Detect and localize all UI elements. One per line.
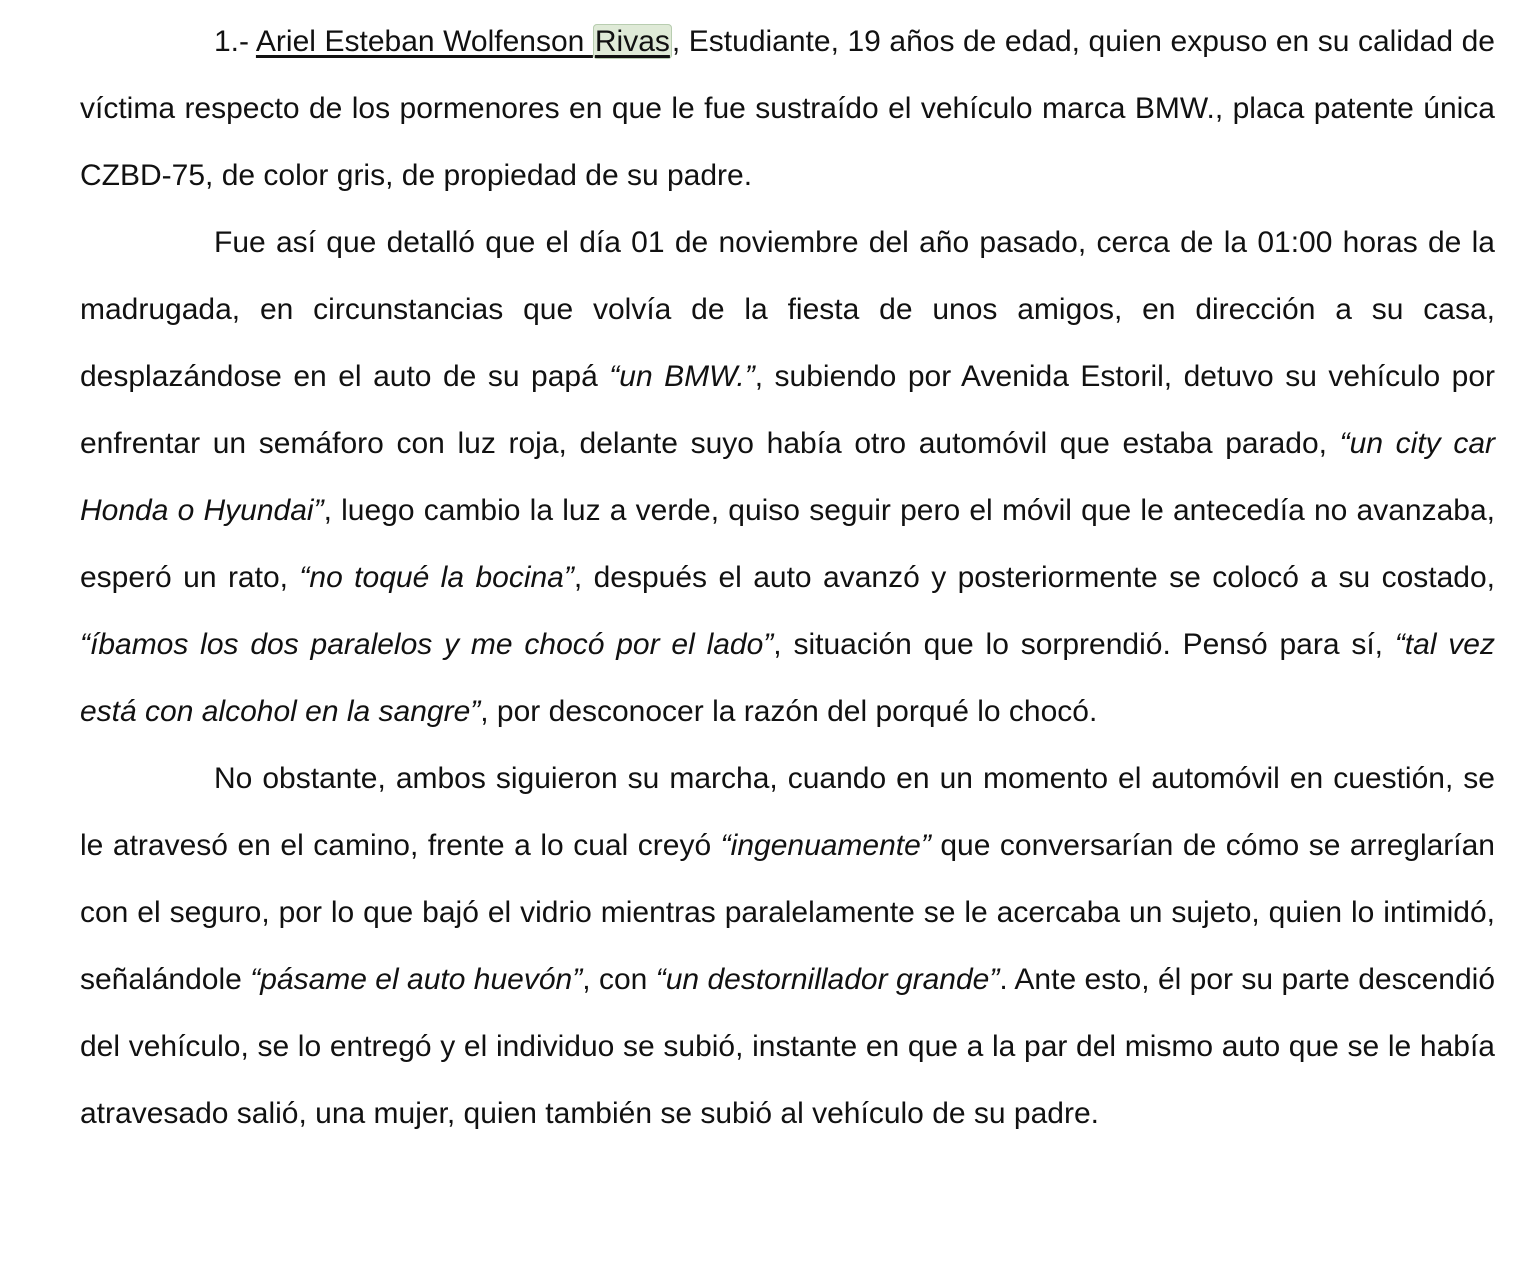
paragraph-3-text-2: que conversarían de cómo se arreglarían con el seguro, por lo que bajó el vidrio mientras paralelamente se le acercaba un sujeto, quien lo intimidó, señalándole: [80, 829, 1495, 996]
paragraph-2: [80, 209, 1495, 745]
quote-pasame-el-auto: “pásame el auto huevón”: [250, 963, 583, 996]
quote-bocina: “no toqué la bocina”: [299, 561, 574, 594]
paragraph-3-text-4: . Ante esto, él por su parte descendió del vehículo, se lo entregó y el individuo se subió, instante en que a la par del mismo auto que se le había atravesado salió, una mujer, quien también se subió al vehículo de su padre.: [80, 963, 1496, 1130]
paragraph-2-text-4: , después el auto avanzó y posteriormente se colocó a su costado,: [573, 561, 1496, 594]
paragraph-2-text-2: , subiendo por Avenida Estoril, detuvo su vehículo por enfrentar un semáforo con luz roja, delante suyo había otro automóvil que estaba parado,: [80, 360, 1495, 460]
witness-name-first: Ariel Esteban Wolfenson: [255, 25, 593, 58]
item-number: 1.-: [214, 25, 256, 58]
paragraph-1-text: , Estudiante, 19 años de edad, quien expuso en su calidad de víctima respecto de los pormenores en que le fue sustraído el vehículo marca BMW., placa patente única CZBD-75, de color gris, de propiedad de su padre.: [80, 25, 1495, 192]
paragraph-2-text-3: , luego cambio la luz a verde, quiso seguir pero el móvil que le antecedía no avanzaba, esperó un rato,: [80, 494, 1495, 594]
document-body: [80, 8, 1495, 1147]
quote-un-bmw: “un BMW.”: [609, 360, 755, 393]
quote-destornillador: “un destornillador grande”: [655, 963, 1000, 996]
paragraph-3-text-1: No obstante, ambos siguieron su marcha, cuando en un momento el automóvil en cuestión, se le atravesó en el camino, frente a lo cual creyó: [80, 762, 1495, 862]
quote-alcohol: “tal vez está con alcohol en la sangre”: [80, 628, 1495, 728]
quote-paralelos: “íbamos los dos paralelos y me chocó por el lado”: [80, 628, 774, 661]
paragraph-1: [80, 8, 1495, 209]
quote-city-car: “un city car Honda o Hyundai”: [80, 427, 1495, 527]
witness-name: [256, 24, 672, 59]
paragraph-2-text-6: , por desconocer la razón del porqué lo chocó.: [480, 695, 1098, 728]
quote-ingenuamente: “ingenuamente”: [720, 829, 931, 862]
witness-surname-highlight: Rivas: [594, 25, 670, 58]
paragraph-3: [80, 745, 1495, 1147]
paragraph-3-text-3: , con: [582, 963, 656, 996]
paragraph-2-text-1: Fue así que detalló que el día 01 de noviembre del año pasado, cerca de la 01:00 horas de la madrugada, en circunstancias que volvía de la fiesta de unos amigos, en dirección a su casa, desplazándose en el auto de su papá: [80, 226, 1495, 393]
paragraph-2-text-5: , situación que lo sorprendió. Pensó para sí,: [773, 628, 1395, 661]
